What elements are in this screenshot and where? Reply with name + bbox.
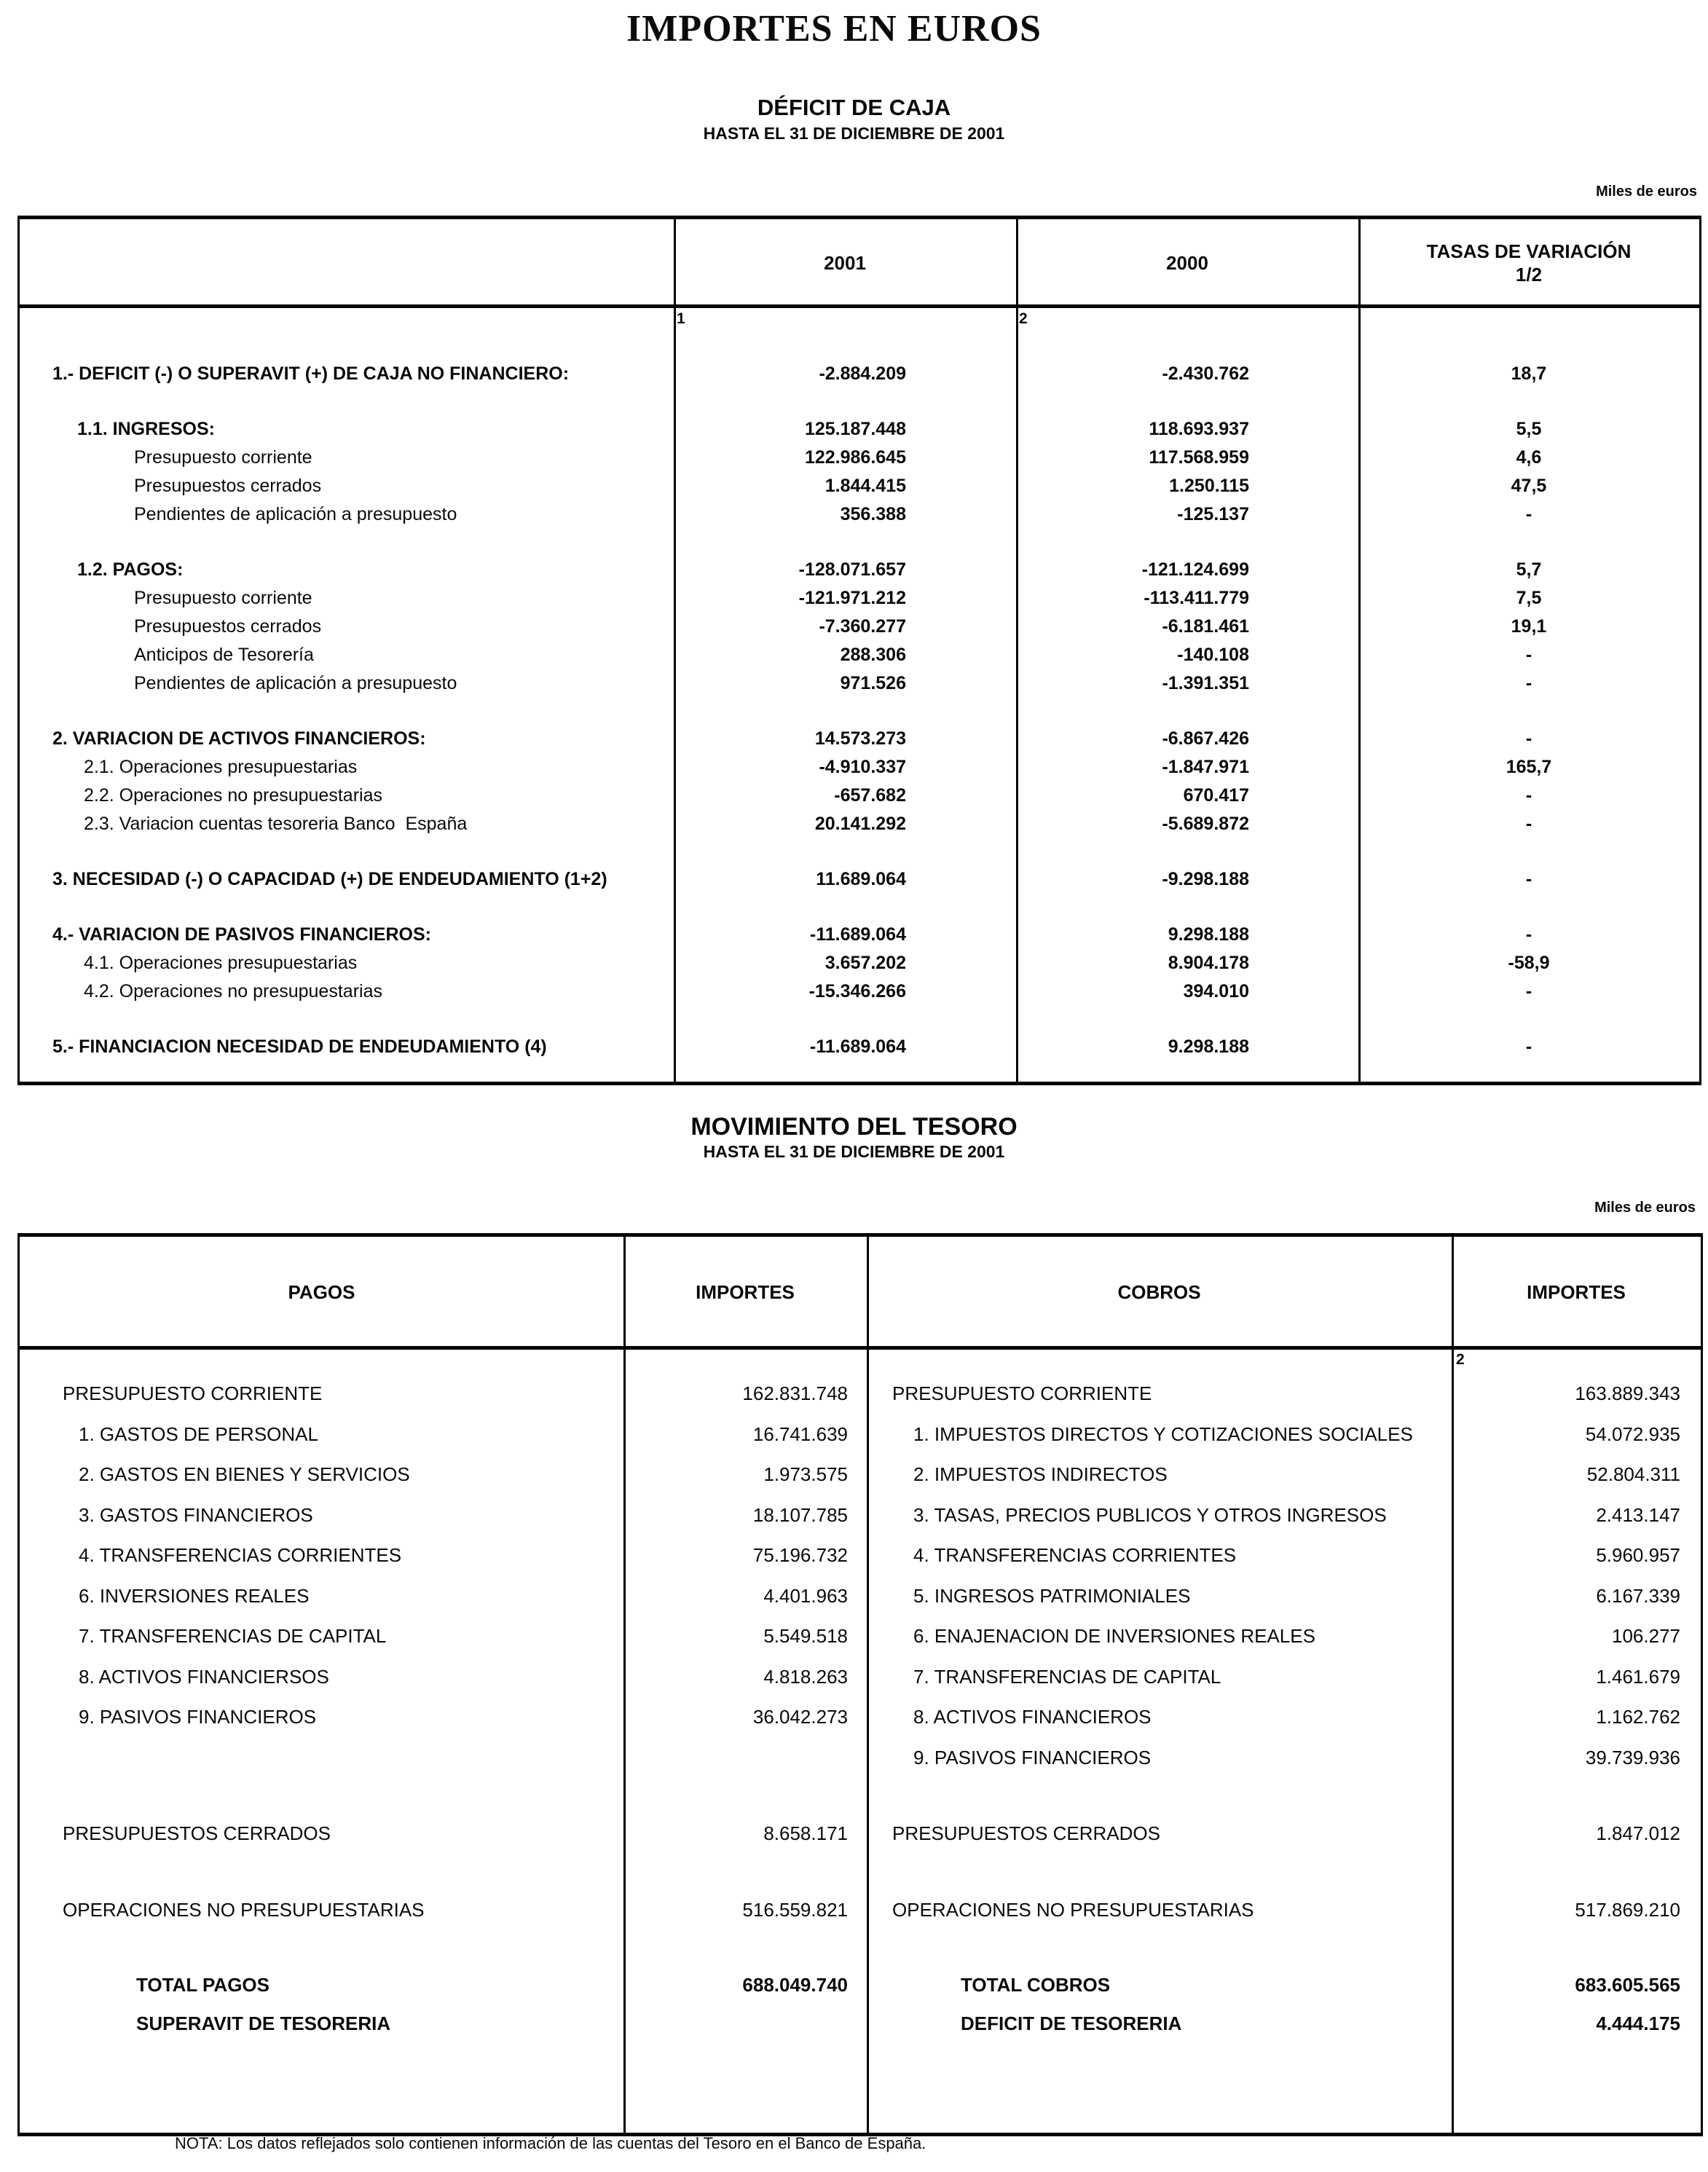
row-value: 4.401.963	[763, 1584, 848, 1607]
row-value: 52.804.311	[1586, 1463, 1680, 1485]
row-label: Anticipos de Tesorería	[134, 645, 314, 665]
row-label: 9. PASIVOS FINANCIEROS	[913, 1746, 1152, 1768]
row-value: 16.741.639	[752, 1423, 848, 1445]
row-value-2001: 122.986.645	[804, 447, 906, 468]
row-label: 6. INVERSIONES REALES	[79, 1584, 310, 1607]
row-variation-rate: -	[1525, 645, 1532, 665]
row-value: 163.889.343	[1575, 1382, 1680, 1404]
footnote-marker-1: 1	[677, 310, 685, 327]
cash-table-header-rule	[20, 304, 1699, 308]
row-label: 3. TASAS, PRECIOS PUBLICOS Y OTROS INGRESOS	[913, 1503, 1387, 1526]
column-header-variation	[1358, 240, 1699, 286]
row-value: 36.042.273	[752, 1706, 848, 1728]
row-value-2001: 356.388	[840, 504, 906, 524]
row-value	[623, 2009, 848, 2038]
row-value-2001: 1.844.415	[825, 476, 906, 496]
row-label: 3. NECESIDAD (-) O CAPACIDAD (+) DE ENDEUDAMIENTO (1+2)	[52, 869, 607, 889]
row-value-2000: -140.108	[1177, 645, 1249, 665]
column-header-variation-line1: TASAS DE VARIACIÓN	[1426, 240, 1632, 262]
cash-table-subtitle: HASTA EL 31 DE DICIEMBRE DE 2001	[703, 124, 1005, 143]
column-header-2000: 2000	[1166, 252, 1208, 274]
row-value: 1.162.762	[1596, 1706, 1680, 1728]
row-value-2000: -2.430.762	[1162, 363, 1249, 384]
row-label: 1.1. INGRESOS:	[77, 419, 215, 439]
row-variation-rate: 47,5	[1511, 476, 1547, 496]
row-value-2001: 971.526	[840, 673, 906, 693]
row-value: 54.072.935	[1585, 1423, 1680, 1445]
row-variation-rate: -	[1525, 673, 1532, 693]
row-variation-rate: -	[1525, 728, 1532, 749]
row-value: 1.461.679	[1596, 1665, 1680, 1688]
row-value-2001: -11.689.064	[809, 924, 906, 945]
treasury-movement-table	[17, 1233, 1703, 2136]
row-value: 8.658.171	[763, 1822, 848, 1844]
row-label: SUPERAVIT DE TESORERIA	[136, 2012, 391, 2034]
row-variation-rate: -	[1525, 785, 1532, 806]
row-value: 683.605.565	[1575, 1974, 1680, 1996]
row-label: 4. TRANSFERENCIAS CORRIENTES	[913, 1544, 1237, 1566]
row-variation-rate: -58,9	[1508, 953, 1550, 973]
row-value-2001: -121.971.212	[798, 588, 906, 608]
row-variation-rate: -	[1525, 1036, 1532, 1057]
row-variation-rate: 165,7	[1506, 757, 1552, 777]
row-value: 106.277	[1612, 1625, 1680, 1647]
row-value: 1.973.575	[763, 1463, 848, 1485]
row-variation-rate: -	[1525, 814, 1532, 834]
row-label: TOTAL PAGOS	[136, 1974, 269, 1996]
row-variation-rate: 18,7	[1511, 363, 1547, 384]
row-value-2001: 14.573.273	[814, 728, 906, 749]
row-value-2000: -6.181.461	[1162, 616, 1249, 637]
row-label: OPERACIONES NO PRESUPUESTARIAS	[63, 1899, 425, 1921]
row-label: DEFICIT DE TESORERIA	[961, 2012, 1182, 2034]
row-value-2000: 1.250.115	[1169, 476, 1249, 496]
row-label: PRESUPUESTOS CERRADOS	[63, 1822, 331, 1844]
cash-table-title: DÉFICIT DE CAJA	[757, 95, 951, 120]
column-header-pagos: PAGOS	[288, 1281, 355, 1303]
row-value: 688.049.740	[742, 1974, 848, 1996]
row-value: 5.960.957	[1596, 1544, 1680, 1566]
row-value-2000: -125.137	[1177, 504, 1249, 524]
row-value: 4.818.263	[763, 1665, 848, 1688]
row-label: 2. GASTOS EN BIENES Y SERVICIOS	[79, 1463, 410, 1485]
row-value: 39.739.936	[1585, 1746, 1680, 1768]
row-label: PRESUPUESTO CORRIENTE	[892, 1382, 1152, 1404]
row-label: Pendientes de aplicación a presupuesto	[134, 673, 457, 693]
row-value-2000: -1.847.971	[1162, 757, 1249, 777]
row-label: 2.2. Operaciones no presupuestarias	[84, 785, 382, 806]
row-value-2001: 20.141.292	[814, 814, 906, 834]
row-value: 162.831.748	[742, 1382, 848, 1404]
row-label: 5. INGRESOS PATRIMONIALES	[913, 1584, 1191, 1607]
row-label: PRESUPUESTO CORRIENTE	[63, 1382, 323, 1404]
row-value-2001: -657.682	[834, 785, 906, 806]
row-value-2000: -121.124.699	[1141, 559, 1249, 580]
treasury-table-units-label: Miles de euros	[1594, 1200, 1696, 1216]
treasury-table-title: MOVIMIENTO DEL TESORO	[690, 1113, 1018, 1141]
row-value: 516.559.821	[742, 1899, 848, 1921]
row-label: 2. IMPUESTOS INDIRECTOS	[913, 1463, 1168, 1485]
row-label: 2. VARIACION DE ACTIVOS FINANCIEROS:	[52, 728, 426, 749]
row-variation-rate: -	[1525, 981, 1532, 1002]
row-label: 4.- VARIACION DE PASIVOS FINANCIEROS:	[52, 924, 431, 945]
row-label: PRESUPUESTOS CERRADOS	[892, 1822, 1160, 1844]
row-value-2000: -9.298.188	[1162, 869, 1249, 889]
row-value-2001: -128.071.657	[798, 559, 906, 580]
row-value-2000: 670.417	[1183, 785, 1249, 806]
row-label: Presupuesto corriente	[134, 447, 312, 468]
row-value: 6.167.339	[1596, 1584, 1680, 1607]
row-label: 2.1. Operaciones presupuestarias	[84, 757, 358, 777]
row-variation-rate: -	[1525, 504, 1532, 524]
row-value-2000: -6.867.426	[1162, 728, 1249, 749]
row-label: Presupuesto corriente	[134, 588, 312, 608]
footnote-marker-2: 2	[1019, 310, 1028, 327]
row-value-2000: 117.568.959	[1149, 447, 1249, 468]
row-variation-rate: 19,1	[1511, 616, 1547, 637]
column-header-2001: 2001	[824, 252, 866, 274]
row-value-2001: -15.346.266	[808, 981, 906, 1002]
row-label: 1. GASTOS DE PERSONAL	[79, 1423, 318, 1445]
page-title: IMPORTES EN EUROS	[626, 8, 1042, 50]
document-footnote: NOTA: Los datos reflejados solo contienen información de las cuentas del Tesoro en el Banco de España.	[175, 2134, 926, 2152]
row-value-2001: -2.884.209	[819, 363, 906, 384]
row-value-2001: 3.657.202	[825, 953, 906, 973]
row-variation-rate: 5,5	[1516, 419, 1542, 439]
column-header-variation-line2: 1/2	[1515, 264, 1543, 286]
row-label: 2.3. Variacion cuentas tesoreria Banco España	[84, 814, 468, 834]
row-value-2001: 11.689.064	[816, 869, 906, 889]
row-variation-rate: -	[1525, 869, 1532, 889]
row-value: 517.869.210	[1575, 1899, 1680, 1921]
row-label: 7. TRANSFERENCIAS DE CAPITAL	[79, 1625, 387, 1647]
row-label: 5.- FINANCIACION NECESIDAD DE ENDEUDAMIENTO (4)	[52, 1036, 547, 1057]
row-label: Pendientes de aplicación a presupuesto	[134, 504, 457, 524]
row-label: Presupuestos cerrados	[134, 476, 322, 496]
row-label: Presupuestos cerrados	[134, 616, 322, 637]
row-value: 18.107.785	[752, 1503, 848, 1526]
footnote-marker-2b: 2	[1456, 1351, 1465, 1368]
row-value-2000: 394.010	[1183, 981, 1249, 1002]
row-variation-rate: 7,5	[1516, 588, 1542, 608]
row-value-2000: 9.298.188	[1168, 924, 1249, 945]
row-label: OPERACIONES NO PRESUPUESTARIAS	[892, 1899, 1254, 1921]
row-label: 6. ENAJENACION DE INVERSIONES REALES	[913, 1625, 1315, 1647]
cash-table-units-label: Miles de euros	[1596, 184, 1697, 200]
row-value-2001: 288.306	[840, 645, 906, 665]
row-label: 7. TRANSFERENCIAS DE CAPITAL	[913, 1665, 1221, 1688]
column-header-cobros: COBROS	[1117, 1281, 1201, 1303]
row-value: 2.413.147	[1596, 1503, 1680, 1526]
row-value-2001: -4.910.337	[819, 757, 906, 777]
row-value-2000: -1.391.351	[1162, 673, 1249, 693]
row-label: 9. PASIVOS FINANCIEROS	[79, 1706, 317, 1728]
row-value-2001: -7.360.277	[819, 616, 906, 637]
treasury-table-header-rule	[20, 1346, 1701, 1350]
row-label: 4. TRANSFERENCIAS CORRIENTES	[79, 1544, 402, 1566]
row-value: 4.444.175	[1596, 2012, 1680, 2034]
row-label: 3. GASTOS FINANCIEROS	[79, 1503, 313, 1526]
row-value-2000: 8.904.178	[1168, 953, 1249, 973]
row-label: 8. ACTIVOS FINANCIERSOS	[79, 1665, 329, 1688]
row-value: 75.196.732	[752, 1544, 848, 1566]
treasury-table-subtitle: HASTA EL 31 DE DICIEMBRE DE 2001	[703, 1142, 1005, 1161]
row-label: 1.2. PAGOS:	[77, 559, 184, 580]
row-label: TOTAL COBROS	[961, 1974, 1111, 1996]
row-value-2001: -11.689.064	[809, 1036, 906, 1057]
row-label: 1. IMPUESTOS DIRECTOS Y COTIZACIONES SOCIALES	[913, 1423, 1413, 1445]
row-value-2001: 125.187.448	[804, 419, 906, 439]
row-value: 1.847.012	[1596, 1822, 1680, 1844]
row-label: 1.- DEFICIT (-) O SUPERAVIT (+) DE CAJA NO FINANCIERO:	[52, 363, 570, 384]
cash-deficit-table	[17, 216, 1701, 1085]
row-value-2000: -113.411.779	[1144, 588, 1249, 608]
column-header-importes-left: IMPORTES	[696, 1281, 795, 1303]
treasury-table-divider-2	[867, 1237, 869, 2133]
row-variation-rate: -	[1525, 924, 1532, 945]
row-label: 4.2. Operaciones no presupuestarias	[84, 981, 382, 1002]
row-value-2000: 118.693.937	[1149, 419, 1249, 439]
row-label: 8. ACTIVOS FINANCIEROS	[913, 1706, 1152, 1728]
row-variation-rate: 5,7	[1516, 559, 1542, 580]
row-label: 4.1. Operaciones presupuestarias	[84, 953, 358, 973]
column-header-importes-right: IMPORTES	[1527, 1281, 1626, 1303]
row-value-2000: -5.689.872	[1162, 814, 1249, 834]
row-variation-rate: 4,6	[1516, 447, 1542, 468]
row-value-2000: 9.298.188	[1168, 1036, 1249, 1057]
row-value: 5.549.518	[763, 1625, 848, 1647]
